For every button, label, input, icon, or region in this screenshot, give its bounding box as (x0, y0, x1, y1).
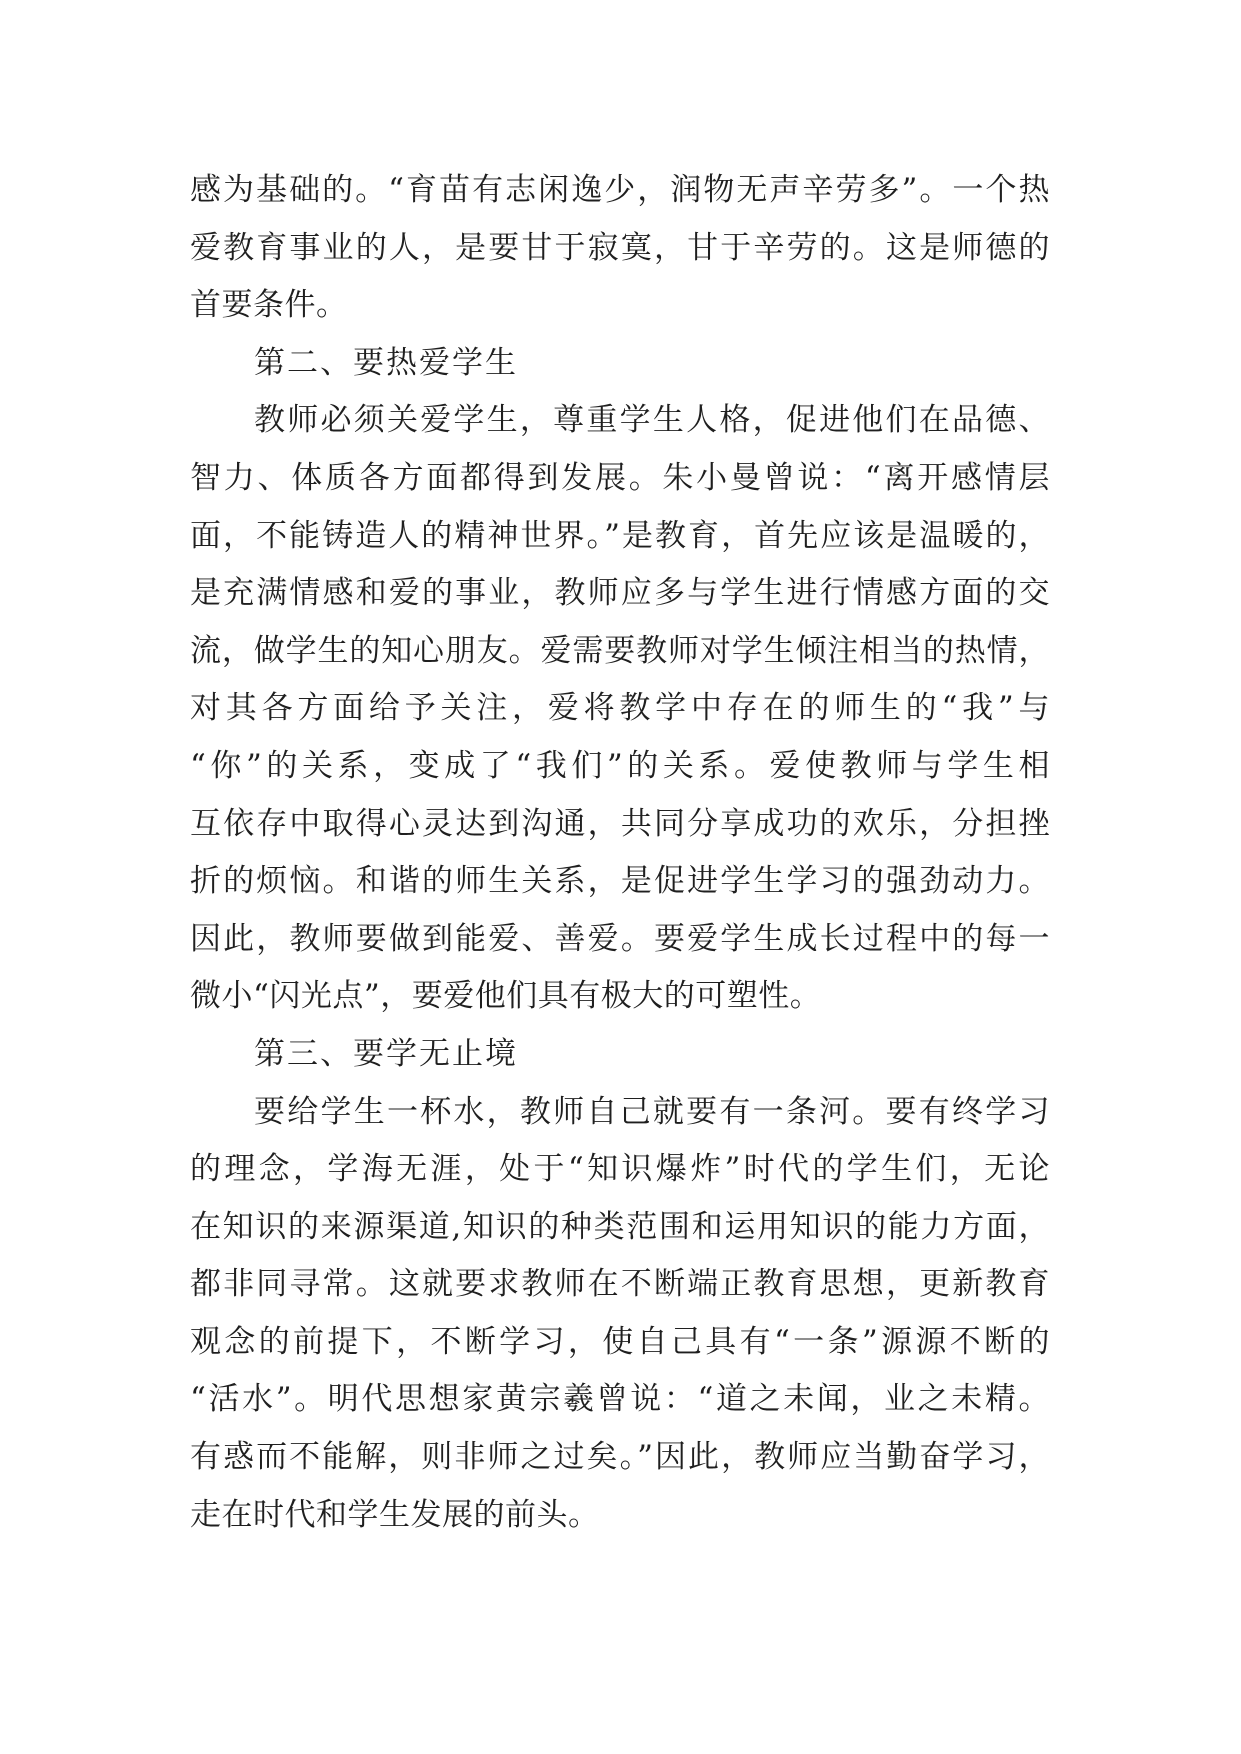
paragraph-line: 在知识的来源渠道,知识的种类范围和运用知识的能力方面， (190, 1208, 1050, 1245)
paragraph-line: 感为基础的。“育苗有志闲逸少，润物无声辛劳多”。一个热 (190, 172, 1050, 208)
paragraph-line: 观念的前提下，不断学习，使自己具有“一条”源源不断的 (190, 1323, 1050, 1360)
paragraph-line: “你”的关系，变成了“我们”的关系。爱使教师与学生相 (190, 747, 1050, 784)
paragraph-line: 爱教育事业的人，是要甘于寂寞，甘于辛劳的。这是师德的 (190, 229, 1050, 266)
section-heading: 第三、要学无止境 (254, 1035, 518, 1072)
paragraph-line: 流，做学生的知心朋友。爱需要教师对学生倾注相当的热情， (190, 632, 1050, 669)
section-heading: 第二、要热爱学生 (254, 344, 518, 381)
paragraph-line: 的理念，学海无涯，处于“知识爆炸”时代的学生们，无论 (190, 1151, 1050, 1188)
paragraph-line: 是充满情感和爱的事业，教师应多与学生进行情感方面的交 (190, 575, 1050, 612)
paragraph-line: 有惑而不能解，则非师之过矣。”因此，教师应当勤奋学习， (190, 1439, 1050, 1476)
body-text (190, 162, 1050, 1544)
paragraph-line: 微小“闪光点”，要爱他们具有极大的可塑性。 (190, 978, 822, 1015)
paragraph-line: 要给学生一杯水，教师自己就要有一条河。要有终学习 (254, 1093, 1050, 1130)
paragraph-line: 面，不能铸造人的精神世界。”是教育，首先应该是温暖的， (190, 517, 1050, 554)
paragraph-line: 走在时代和学生发展的前头。 (190, 1496, 600, 1533)
paragraph-line: “活水”。明代思想家黄宗羲曾说：“道之未闻，业之未精。 (190, 1381, 1050, 1418)
paragraph-line: 智力、体质各方面都得到发展。朱小曼曾说：“离开感情层 (190, 459, 1050, 496)
paragraph-line: 首要条件。 (190, 287, 348, 324)
paragraph-line: 对其各方面给予关注，爱将教学中存在的师生的“我”与 (190, 690, 1050, 727)
paragraph-line: 折的烦恼。和谐的师生关系，是促进学生学习的强劲动力。 (190, 863, 1050, 900)
paragraph-line: 因此，教师要做到能爱、善爱。要爱学生成长过程中的每一 (190, 920, 1050, 957)
paragraph-line: 教师必须关爱学生，尊重学生人格，促进他们在品德、 (254, 402, 1050, 439)
paragraph-line: 互依存中取得心灵达到沟通，共同分享成功的欢乐，分担挫 (190, 805, 1050, 842)
paragraph-line: 都非同寻常。这就要求教师在不断端正教育思想，更新教育 (190, 1266, 1050, 1303)
